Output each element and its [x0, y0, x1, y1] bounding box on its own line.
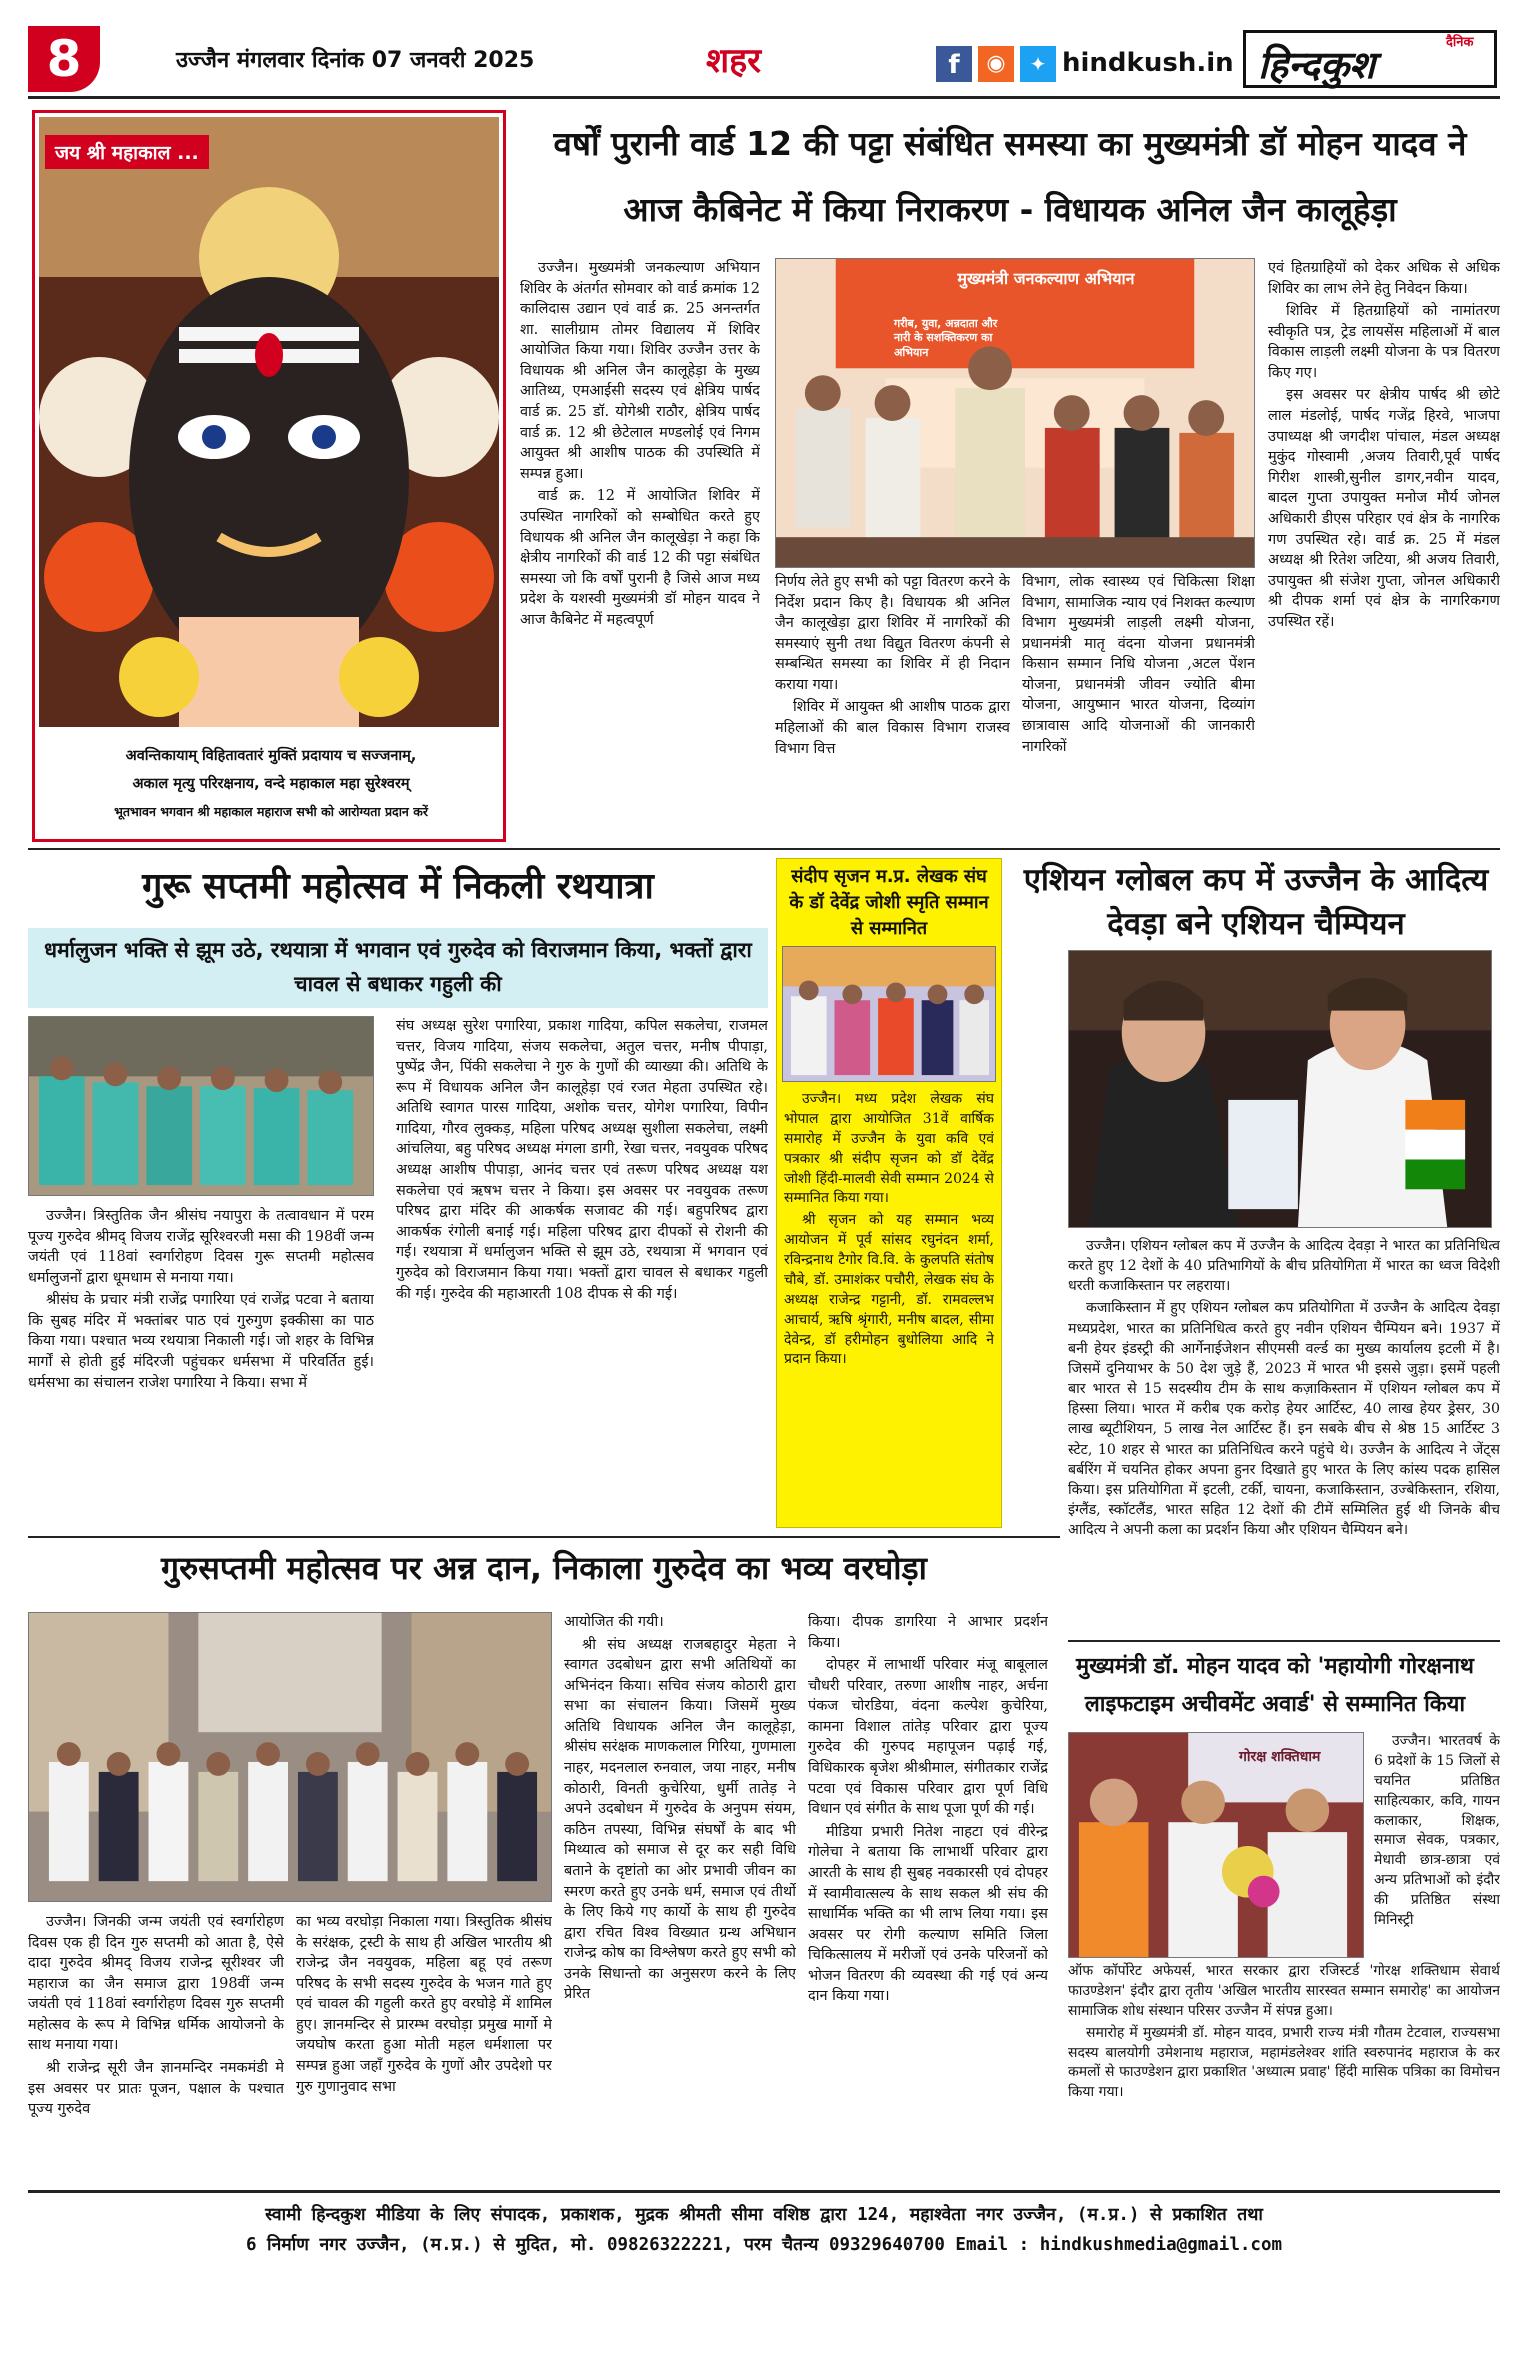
lead-caption-1: अवन्तिकायाम् विहितावतारं मुक्तिं प्रदायाय च सज्जनाम्,: [125, 748, 417, 764]
mahakal-photo: [39, 117, 499, 727]
story1-col2: निर्णय लेते हुए सभी को पट्टा वितरण करने के निर्देश प्रदान किए है। विधायक श्री अनिल जैन कालूखेड़ा द्वारा शिविर में नागरिकों की समस्याएं सुनी तथा विद्युत वितरण कंपनी से सम्बन्धित समस्या का शिविर में ही निदान कराया गया। शिविर में आयुक्त श्री आशीष पाठक द्वारा महिलाओं की बाल विकास विभाग राजस्व विभाग वित्त: [775, 574, 1010, 757]
lead-caption-3: भूतभावन भगवान श्री महाकाल महाराज सभी को आरोग्यता प्रदान करें: [114, 804, 428, 819]
story1-headline-1: वर्षों पुरानी वार्ड 12 की पट्टा संबंधित समस्या का मुख्यमंत्री डॉ मोहन यादव ने: [553, 124, 1467, 163]
story2-headline: गुरू सप्तमी महोत्सव में निकली रथयात्रा: [142, 866, 654, 907]
story5-col4: किया। दीपक डागरिया ने आभार प्रदर्शन किया। दोपहर में लाभार्थी परिवार मंजू बाबूलाल चौधरी परिवार, तरुणा आशीष नाहर, अर्चना पंकज चोरडिया, वंदना कल्पेश कुचेरिया, कामना विशाल तांतेड़ परिवार द्वारा पूज्य गुरुदेव की गुरुपद महापूजन पढ़ाई गई, विधिकारक बृजेश श्रीश्रीमाल, संगीतकार राजेंद्र पटवा एवं विकास परिवार द्वारा पूर्ण विधि विधान एवं संगीत के साथ पूजा पूर्ण की गई। मीडिया प्रभारी नितेश नाहटा एवं वीरेन्द्र गोलेचा ने बताया कि लाभार्थी परिवार द्वारा आरती के साथ ही सुबह नवकारसी एवं दोपहर में स्वामीवात्सल्य के साथ सकल श्री संघ की साधार्मिक भक्ति का भी लाभ लिया गया। इस अवसर पर रोगी कल्याण समिति जिला चिकित्सालय में मरीजों एवं उनके परिजनों को भोजन वितरण की व्यवस्था की गई एवं अन्य दान किया गया।: [808, 1614, 1048, 2005]
story2-right-text: संघ अध्यक्ष सुरेश पगारिया, प्रकाश गादिया, कपिल सकलेचा, राजमल चत्तर, विजय गादिया, संजय सकलेचा, अतुल चत्तर, मनीष पीपाड़ा, पुष्पेंद्र जैन, पिंकी सकलेचा ने गुरु के गुणों की व्याख्या की। अतिथि के रूप में विधायक अनिल जैन कालूहेड़ा एवं रजत मेहता उपस्थित रहे। अतिथि स्वागत पारस गादिया, अशोक चत्तर, योगेश पगारिया, विपीन गादिया, गौरव लुक्कड़, महिला परिषद अध्यक्ष सुशीला सकलेचा, लक्ष्मी आंचलिया, बहु परिषद अध्यक्ष मंगला डागी, रेखा चत्तर, नवयुवक परिषद अध्यक्ष आशीष पीपाड़ा, आनंद चत्तर एवं तरूण परिषद अध्यक्ष यश सकलेचा एवं ऋषभ चत्तर ने किया। इस अवसर पर नवयुवक तरूण परिषद द्वारा मंदिर की आकर्षक सजावट की गई। बहुपरिषद द्वारा आकर्षक रंगोली बनाई गई। महिला परिषद द्वारा दीपकों से रोशनी की गई। रथयात्रा में धर्मालुजन भक्ति से झूम उठे, रथयात्रा में भगवान एवं गुरुदेव को विराजमान किया गया। भक्तों द्वारा चावल से बधाकर गहुली की गई। गुरुदेव की महाआरती 108 दीपक से की गई।: [396, 1018, 768, 1302]
divider-2: [28, 1536, 1060, 1538]
story1-photo: [775, 258, 1255, 568]
story6-headline-2: लाइफटाइम अचीवमेंट अवार्ड' से सम्मानित किया: [1084, 1692, 1466, 1717]
story1-col1: उज्जैन। मुख्यमंत्री जनकल्याण अभियान शिविर के अंतर्गत सोमवार को वार्ड क्रमांक 12 कालिदास उद्यान एवं वार्ड क्र. 25 अनन्तर्गत शा. सालीग्राम तोमर विद्यालय में शिविर आयोजित किया गया। शिविर उज्जैन उत्तर के विधायक श्री अनिल जैन कालूहेड़ा के मुख्य आतिथ्य, एमआईसी सदस्य एवं क्षेत्रिय पार्षद वार्ड क्र. 25 डॉ. योगेश्री राठौर, क्षेत्रिय पार्षद वार्ड क्र. 12 श्री छेटेलाल मण्डलोई एवं निगम आयुक्त श्री आशीष पाठक की उपस्थिति में सम्पन्न हुआ। वार्ड क्र. 12 में आयोजित शिविर में उपस्थित नागरिकों को सम्बोधित करते हुए विधायक श्री अनिल जैन कालूखेड़ा ने कहा कि क्षेत्रीय नागरिकों की वार्ड 12 की पट्टा संबंधित समस्या जो कि वर्षों पुरानी है जिसे आज मध्य प्रदेश के यशस्वी मुख्यमंत्री डॉ मोहन यादव ने आज कैबिनेट में महत्वपूर्ण: [520, 260, 760, 628]
header-rule: [28, 96, 1500, 99]
website-link[interactable]: hindkush.in: [1062, 48, 1234, 78]
story6-side-text: उज्जैन। भारतवर्ष के 6 प्रदेशों के 15 जिलों से चयनित प्रतिष्ठित साहित्यकार, कवि, गायन कलाकार, शिक्षक, समाज सेवक, पत्रकार, मेधावी छात्र-छात्रा एवं अन्य प्रतिभाओं को इंदौर की प्रतिष्ठित संस्था मिनिस्ट्री: [1374, 1733, 1500, 1928]
story1-photo-banner-sub: गरीब, युवा, अन्नदाता और नारी के सशक्तिकरण का अभियान: [894, 317, 998, 359]
story5-col3: आयोजित की गयी। श्री संघ अध्यक्ष राजबहादुर मेहता ने स्वागत उदबोधन द्वारा सभी अतिथियों का अभिनंदन किया। सचिव संजय कोठारी द्वारा सभा का संचालन किया। जिसमें मुख्य अतिथि विधायक अनिल जैन कालूहेड़ा, श्रीसंघ सरंक्षक माणकलाल गिरिया, गुणमाला नाहर, मदनलाल रुनवाल, जया नाहर, मनीष कोठारी, विनती कुचेरिया, धुर्मी तातेड़ ने अपने उदबोधन में गुरुदेव के अनुपम संयम, कठिन तपस्या, विभिन्न संघर्षों के बाद भी मिथ्यात्व को समाज से दूर कर सही विधि बताने के दृष्टांतो का ओर प्रभावी जीवन का स्मरण करते हुए उनके धर्म, समाज एवं तीर्थो के लिए किये गए कार्यो के साथ ही गुरुदेव द्वारा रचित विश्व विख्यात ग्रन्थ अभिधान राजेन्द्र कोष का विश्लेषण करते हुए सभी को उनके सिधान्तो का अनुसरण करने के लिए प्रेरित: [564, 1614, 796, 2003]
story6-photo-banner: गोरक्ष शक्तिधाम: [1239, 1749, 1321, 1765]
rss-icon[interactable]: ◉: [978, 46, 1014, 82]
facebook-icon[interactable]: f: [936, 46, 972, 82]
story5-col2: का भव्य वरघोड़ा निकाला गया। त्रिस्तुतिक श्रीसंघ के सरंक्षक, ट्रस्टी के साथ ही अखिल भारतीय श्री राजेन्द्र जैन नवयुवक, महिला बहू एवं तरूण परिषद के सभी सदस्य गुरुदेव के भजन गाते हुए एवं चावल की गहुली करते हुए वरघोड़े में शामिल हुए। ज्ञानमन्दिर से प्रारम्भ वरघोड़ा प्रमुख मार्गो मे जयघोष करता हुआ मोती महल धर्मशाला पर सम्पन्न हुआ जहाँ गुरुदेव के गुणों और उपदेशो पर गुरु गुणानुवाद सभा: [296, 1914, 552, 2095]
story5-col1: उज्जैन। जिनकी जन्म जयंती एवं स्वर्गारोहण दिवस एक ही दिन गुरु सप्तमी को आता है, ऐसे दादा गुरुदेव श्रीमद् विजय राजेन्द्र सूरीश्वर जी महाराज का जैन समाज द्वारा 198वीं जन्म जयंती एवं 118वां स्वर्गारोहण दिवस गुरु सप्तमी महोत्सव के रूप मे विभिन्न धर्मिक आयोजनो के साथ मनाया गया। श्री राजेन्द्र सूरी जैन ज्ञानमन्दिर नमकमंडी मे इस अवसर पर प्रातः पूजन, पक्षाल के पश्चात पूज्य गुरुदेव: [28, 1914, 284, 2118]
page-header: [28, 26, 1500, 92]
divider-1: [28, 848, 1500, 850]
lead-caption-2: अकाल मृत्यु परिरक्षनाय, वन्दे महाकाल महा सुरेश्वरम्: [132, 776, 410, 792]
divider-3: [1068, 1640, 1500, 1642]
story3-photo: [782, 946, 996, 1082]
story2-left-text: उज्जैन। त्रिस्तुतिक जैन श्रीसंघ नयापुरा के तत्वावधान में परम पूज्य गुरुदेव श्रीमद् विजय राजेंद्र सूरिश्वरजी मसा की 198वीं जन्म जयंती एवं 118वां स्वर्गारोहण दिवस गुरू सप्तमी महोत्सव धर्मालुजनों द्वारा धूमधाम से मनाया गया। श्रीसंघ के प्रचार मंत्री राजेंद्र पगारिया एवं राजेंद्र पटवा ने बताया कि सुबह मंदिर में भक्तांबर पाठ एवं गुरुगुण इक्कीसा का पाठ किया गया। पश्चात भव्य रथयात्रा निकाली गई। जो शहर के विभिन्न मार्गों से होती हुई मंदिरजी पहुंचकर धर्मसभा में परिवर्तित हुई। धर्मसभा का संचालन राजेश पगारिया ने किया। सभा में: [28, 1208, 374, 1391]
footer-line-1: स्वामी हिन्दकुश मीडिया के लिए संपादक, प्रकाशक, मुद्रक श्रीमती सीमा वशिष्ठ द्वारा 124, महाश्वेता नगर उज्जैन, (म.प्र.) से प्रकाशित तथा: [265, 2205, 1263, 2225]
story5-headline: गुरुसप्तमी महोत्सव पर अन्न दान, निकाला गुरुदेव का भव्य वरघोड़ा: [161, 1549, 927, 1587]
story1-col3: विभाग, लोक स्वास्थ्य एवं चिकित्सा शिक्षा विभाग, सामाजिक न्याय एवं निशक्त कल्याण विभाग मुख्यमंत्री लाड़ली लक्ष्मी योजना, प्रधानमंत्री मातृ वंदना योजना प्रधानमंत्री किसान सम्मान निधि योजना ,अटल पेंशन योजना, प्रधानमंत्री जीवन ज्योति बीमा योजना, आयुष्मान भारत योजना, दिव्यांग छात्रावास आदि योजनाओं की जानकारी नागरिकों: [1022, 574, 1255, 755]
story6-headline-1: मुख्यमंत्री डॉ. मोहन यादव को 'महायोगी गोरक्षनाथ: [1076, 1654, 1474, 1679]
story1-photo-banner-title: मुख्यमंत्री जनकल्याण अभियान: [957, 269, 1135, 288]
story3-text: उज्जैन। मध्य प्रदेश लेखक संघ भोपाल द्वारा आयोजित 31वें वार्षिक समारोह में उज्जैन के युवा कवि एवं पत्रकार श्री संदीप सृजन को डॉ देवेंद्र जोशी हिंदी-मालवी सेवी सम्मान 2024 से सम्मानित किया गया। श्री सृजन को यह सम्मान भव्य आयोजन में पूर्व सांसद रघुनंदन शर्मा, रविन्द्रनाथ टैगोर वि.वि. के कुलपति संतोष चौबे, डॉ. उमाशंकर पचौरी, लेखक संघ के अध्यक्ष राजेन्द्र गट्टानी, डॉ. रामवल्लभ आचार्य, ऋषि श्रृंगारी, मनीष बादल, सीमा देवेन्द्र, डॉ हरीमोहन बुधोलिया आदि ने प्रदान किया।: [784, 1091, 994, 1368]
footer-line-2: 6 निर्माण नगर उज्जैन, (म.प्र.) से मुदित, मो. 09826322221, परम चैतन्य 09329640700 Email : hindkushmedia@gmail.com: [245, 2235, 1283, 2255]
section-title: शहर: [706, 41, 762, 81]
story2-subhead: धर्मालुजन भक्ति से झूम उठे, रथयात्रा में भगवान एवं गुरुदेव को विराजमान किया, भक्तों द्वारा चावल से बधाकर गहुली की: [44, 938, 752, 996]
story4-photo: [1068, 950, 1492, 1228]
masthead-small: दैनिक: [1446, 35, 1474, 50]
footer-rule: [28, 2190, 1500, 2193]
page-number: 8: [46, 30, 82, 88]
story1-col4: एवं हितग्राहियों को देकर अधिक से अधिक शिविर का लाभ लेने हेतु निवेदन किया। शिविर में हितग्राहियों को नामांतरण स्वीकृति पत्र, ट्रेड लायसेंस महिलाओं में बाल विकास लाड़ली लक्ष्मी योजना के पत्र वितरण किए गए। इस अवसर पर क्षेत्रीय पार्षद श्री छोटे लाल मंडलोई, पार्षद गजेंद्र हिरवे, भाजपा उपाध्यक्ष श्री जगदीश पांचाल, मंडल अध्यक्ष मुकुंद गोस्वामी ,अजय तिवारी,पूर्व पार्षद गिरीश शास्त्री,सुनील डागर,नवीन यादव, बादल गुप्ता उपायुक्त मनोज मौर्य जोनल अधिकारी डीएस परिहार एवं क्षेत्र के नागरिक गण उपस्थित रहे। वार्ड क्र. 25 में मंडल अध्यक्ष श्री रितेश जटिया, श्री अजय तिवारी, उपायुक्त श्री संजेश गुप्ता, जोनल अधिकारी श्री दीपक शर्मा एवं क्षेत्र के नागरिकगण उपस्थित रहें।: [1268, 260, 1500, 630]
story5-photo: [28, 1612, 552, 1902]
masthead-title: हिन्दकुश: [1258, 42, 1375, 87]
dateline: उज्जैन मंगलवार दिनांक 07 जनवरी 2025: [176, 48, 535, 73]
story2-photo: [28, 1016, 374, 1196]
twitter-icon[interactable]: ✦: [1020, 46, 1056, 82]
story6-photo: [1068, 1732, 1364, 1958]
story1-headline-2: आज कैबिनेट में किया निराकरण - विधायक अनिल जैन कालूहेड़ा: [623, 190, 1397, 229]
story4-text: उज्जैन। एशियन ग्लोबल कप में उज्जैन के आदित्य देवड़ा ने भारत का प्रतिनिधित्व करते हुए 12 देशों के 40 प्रतिभागियों के बीच प्रतियोगिता में भारत का ध्वज विदेशी धरती कजाकिस्तान पर लहराया। कजाकिस्तान में हुए एशियन ग्लोबल कप प्रतियोगिता में उज्जैन के आदित्य देवड़ा मध्यप्रदेश, भारत का प्रतिनिधित्व करते हुए नवीन एशियन चैम्पियन बने। 1937 में बनी हेयर इंडस्ट्री की आर्गेनाईजेशन सीएमसी वर्ल्ड का मुख्य कार्यालय इटली में है। जिसमें दुनियाभर के 50 देश जुड़े हैं, 2023 में भारत भी इससे जुड़ा। इसमें पहली बार भारत से 15 सदस्यीय टीम के साथ कज़ाकिस्तान में एशियन ग्लोबल कप में हिस्सा लिया। भारत में करीब एक करोड़ हेयर आर्टिस्ट, 40 लाख हेयर ड्रेसर, 30 लाख ब्यूटीशियन, 5 लाख नेल आर्टिस्ट हैं। इन सबके बीच से श्रेष्ठ 15 आर्टिस्ट 3 स्टेट, 10 शहर से भारत का प्रतिनिधित्व करने पहुंचे थे। उज्जैन के आदित्य ने जेंट्स बर्बरिंग में चयनित होकर अपना हुनर दिखाते हुए भारत के लिए कांस्य पदक हासिल किया। इस प्रतियोगिता में इटली, टर्की, चायना, कजाकिस्तान, उज्बेकिस्तान, रशिया, इंग्लैंड, स्कॉटलैंड, भारत सहित 12 देशों की टीमें सम्मिलित हुई थी जिनके बीच आदित्य ने अपनी कला का प्रदर्शन किया और एशियन चैम्पियन बने।: [1068, 1238, 1500, 1539]
lead-photo-box: [32, 110, 506, 842]
story3-headline: संदीप सृजन म.प्र. लेखक संघ के डॉ देवेंद्र जोशी स्मृति सम्मान से सम्मानित: [789, 866, 989, 940]
lead-photo-tag: जय श्री महाकाल ...: [45, 135, 209, 169]
story6-text: ऑफ कॉर्पोरेट अफेयर्स, भारत सरकार द्वारा रजिस्टर्ड 'गोरक्ष शक्तिधाम सेवार्थ फाउण्डेशन' इंदौर द्वारा तृतीय 'अखिल भारतीय सारस्वत सम्मान समारोह' का आयोजन सामाजिक शोध संस्थान परिसर उज्जैन में संपन्न हुआ। समारोह में मुख्यमंत्री डॉ. मोहन यादव, प्रभारी राज्य मंत्री गौतम टेटवाल, राज्यसभा सदस्य बालयोगी उमेशनाथ महाराज, महामंडलेश्वर शांति स्वरुपानंद महाराज के कर कमलों से फाउण्डेशन द्वारा प्रकाशित 'अध्यात्म प्रवाह' हिंदी मासिक पत्रिका का विमोचन किया गया।: [1068, 1963, 1500, 2101]
story4-headline: एशियन ग्लोबल कप में उज्जैन के आदित्य देवड़ा बने एशियन चैम्पियन: [1023, 862, 1489, 943]
